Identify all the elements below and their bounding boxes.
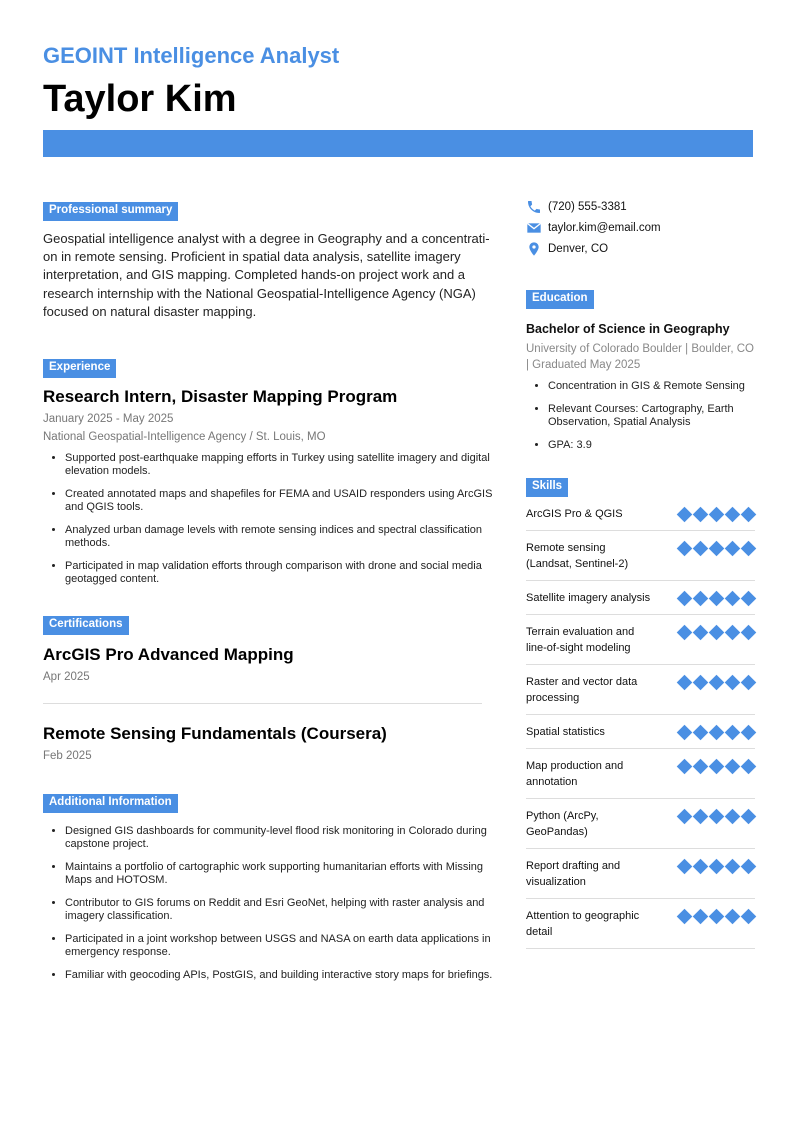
list-item: • Designed GIS dashboards for community-level flood risk monitoring in Colorado during capstone project. [65, 825, 495, 851]
skill-name: Attention to geographic detail [526, 910, 640, 938]
rating-diamond-icon [725, 591, 741, 607]
skill-row [526, 615, 755, 665]
skill-name: ArcGIS Pro & QGIS [526, 508, 623, 520]
rating-diamond-icon [693, 859, 709, 875]
list-item: • Participated in a joint workshop between USGS and NASA on earth data applications in emergency response. [65, 933, 495, 959]
education-bullets [526, 380, 755, 452]
skill-name: Report drafting and visualization [526, 860, 621, 888]
list-item: • Familiar with geocoding APIs, PostGIS, and building interactive story maps for briefings. [65, 969, 495, 982]
skill-row [526, 849, 755, 899]
degree: Bachelor of Science in Geography [526, 322, 730, 336]
rating-diamond-icon [741, 541, 757, 557]
skill-name: Python (ArcPy, GeoPandas) [526, 810, 599, 838]
location-pin-icon [526, 241, 542, 257]
rating-diamond-icon [677, 675, 693, 691]
education-section [526, 288, 755, 452]
rating-diamond-icon [709, 909, 725, 925]
skill-row [526, 899, 755, 949]
skills-section [526, 476, 755, 949]
rating-diamond-icon [725, 541, 741, 557]
skill-row [526, 749, 755, 799]
certification-title: Remote Sensing Fundamentals (Coursera) [43, 724, 387, 744]
experience-bullets [43, 452, 495, 586]
experience-section [43, 357, 495, 586]
rating-diamond-icon [709, 591, 725, 607]
rating-diamond-icon [741, 909, 757, 925]
rating-diamond-icon [693, 809, 709, 825]
phone-icon [526, 199, 542, 215]
skill-name: Terrain evaluation and line-of-sight modeling [526, 626, 635, 654]
list-item: • Participated in map validation efforts through comparison with drone and social media geotagged content. [65, 560, 495, 586]
rating-diamond-icon [677, 507, 693, 523]
section-label-experience: Experience [43, 359, 116, 378]
rating-diamond-icon [741, 625, 757, 641]
section-label-certifications: Certifications [43, 616, 129, 635]
header-bar [43, 130, 753, 157]
list-item: • Analyzed urban damage levels with remote sensing indices and spectral classification methods. [65, 524, 495, 550]
list-item: • Supported post-earthquake mapping efforts in Turkey using satellite imagery and digital elevation models. [65, 452, 495, 478]
skill-rating [678, 760, 755, 773]
section-label-skills: Skills [526, 478, 568, 497]
skill-rating [678, 592, 755, 605]
skill-rating [678, 910, 755, 923]
rating-diamond-icon [677, 759, 693, 775]
rating-diamond-icon [677, 625, 693, 641]
skill-row [526, 715, 755, 749]
certification-date: Apr 2025 [43, 671, 90, 684]
skill-row [526, 497, 755, 531]
rating-diamond-icon [725, 675, 741, 691]
divider [43, 703, 482, 704]
rating-diamond-icon [693, 759, 709, 775]
rating-diamond-icon [741, 507, 757, 523]
location-text: Denver, CO [548, 242, 609, 255]
rating-diamond-icon [741, 591, 757, 607]
skill-row [526, 581, 755, 615]
rating-diamond-icon [725, 809, 741, 825]
rating-diamond-icon [709, 725, 725, 741]
list-item: • Relevant Courses: Cartography, Earth Observation, Spatial Analysis [548, 403, 755, 429]
rating-diamond-icon [677, 725, 693, 741]
rating-diamond-icon [709, 809, 725, 825]
left-column [43, 200, 495, 992]
rating-diamond-icon [709, 859, 725, 875]
contact-location [526, 242, 755, 255]
rating-diamond-icon [677, 859, 693, 875]
skill-rating [678, 726, 755, 739]
rating-diamond-icon [725, 859, 741, 875]
skill-row [526, 665, 755, 715]
skill-row [526, 531, 755, 581]
rating-diamond-icon [693, 675, 709, 691]
rating-diamond-icon [741, 725, 757, 741]
skill-rating [678, 626, 755, 639]
experience-dates: January 2025 - May 2025 [43, 413, 174, 426]
skill-name: Spatial statistics [526, 726, 605, 738]
job-title: GEOINT Intelligence Analyst [43, 43, 340, 68]
rating-diamond-icon [709, 507, 725, 523]
rating-diamond-icon [677, 909, 693, 925]
section-label-education: Education [526, 290, 594, 309]
rating-diamond-icon [709, 541, 725, 557]
skill-rating [678, 676, 755, 689]
certification-date: Feb 2025 [43, 750, 92, 763]
rating-diamond-icon [693, 909, 709, 925]
list-item: • Maintains a portfolio of cartographic work supporting humanitarian efforts with Missing Maps and HOTOSM. [65, 861, 495, 887]
rating-diamond-icon [677, 591, 693, 607]
list-item: • GPA: 3.9 [548, 439, 755, 452]
rating-diamond-icon [709, 625, 725, 641]
right-column [526, 200, 755, 949]
skill-row [526, 799, 755, 849]
rating-diamond-icon [693, 507, 709, 523]
certifications-section [43, 614, 495, 762]
skills-list [526, 497, 755, 949]
experience-org: National Geospatial-Intelligence Agency / St. Louis, MO [43, 431, 326, 444]
rating-diamond-icon [693, 625, 709, 641]
section-label-summary: Professional summary [43, 202, 178, 221]
skill-rating [678, 860, 755, 873]
rating-diamond-icon [725, 625, 741, 641]
rating-diamond-icon [693, 591, 709, 607]
rating-diamond-icon [741, 809, 757, 825]
contact-phone [526, 200, 755, 213]
summary-text: Geospatial intelligence analyst with a degree in Geography and a concentrati-on in remote sensing. Proficient in spatial data analysis, satellite imagery interpretation, and GIS mapping. Completed hands-on project work and a research internship with the National Geospatial-Intelligence Agency (NGA) focused on natural disaster mapping. [43, 231, 490, 319]
email-text: taylor.kim@email.com [548, 221, 661, 234]
rating-diamond-icon [693, 725, 709, 741]
list-item: • Contributor to GIS forums on Reddit and Esri GeoNet, helping with raster analysis and imagery classification. [65, 897, 495, 923]
section-label-additional: Additional Information [43, 794, 178, 813]
skill-name: Raster and vector data processing [526, 676, 638, 704]
skill-name: Satellite imagery analysis [526, 592, 651, 604]
certification-title: ArcGIS Pro Advanced Mapping [43, 645, 294, 665]
phone-text: (720) 555-3381 [548, 200, 627, 213]
rating-diamond-icon [677, 541, 693, 557]
skill-name: Remote sensing (Landsat, Sentinel-2) [526, 542, 629, 570]
rating-diamond-icon [709, 675, 725, 691]
rating-diamond-icon [725, 909, 741, 925]
rating-diamond-icon [693, 541, 709, 557]
rating-diamond-icon [741, 675, 757, 691]
candidate-name: Taylor Kim [43, 78, 237, 120]
rating-diamond-icon [725, 507, 741, 523]
skill-rating [678, 810, 755, 823]
additional-section [43, 792, 495, 982]
list-item: • Concentration in GIS & Remote Sensing [548, 380, 755, 393]
rating-diamond-icon [677, 809, 693, 825]
rating-diamond-icon [709, 759, 725, 775]
rating-diamond-icon [725, 759, 741, 775]
email-icon [526, 220, 542, 236]
list-item: • Created annotated maps and shapefiles for FEMA and USAID responders using ArcGIS and QGIS tools. [65, 488, 495, 514]
skill-rating [678, 508, 755, 521]
rating-diamond-icon [741, 859, 757, 875]
school-info: University of Colorado Boulder | Boulder, CO | Graduated May 2025 [526, 343, 754, 371]
contact-email [526, 221, 755, 234]
additional-bullets [43, 825, 495, 982]
skill-rating [678, 542, 755, 555]
experience-title: Research Intern, Disaster Mapping Program [43, 387, 398, 407]
skill-name: Map production and annotation [526, 760, 624, 788]
rating-diamond-icon [741, 759, 757, 775]
rating-diamond-icon [725, 725, 741, 741]
